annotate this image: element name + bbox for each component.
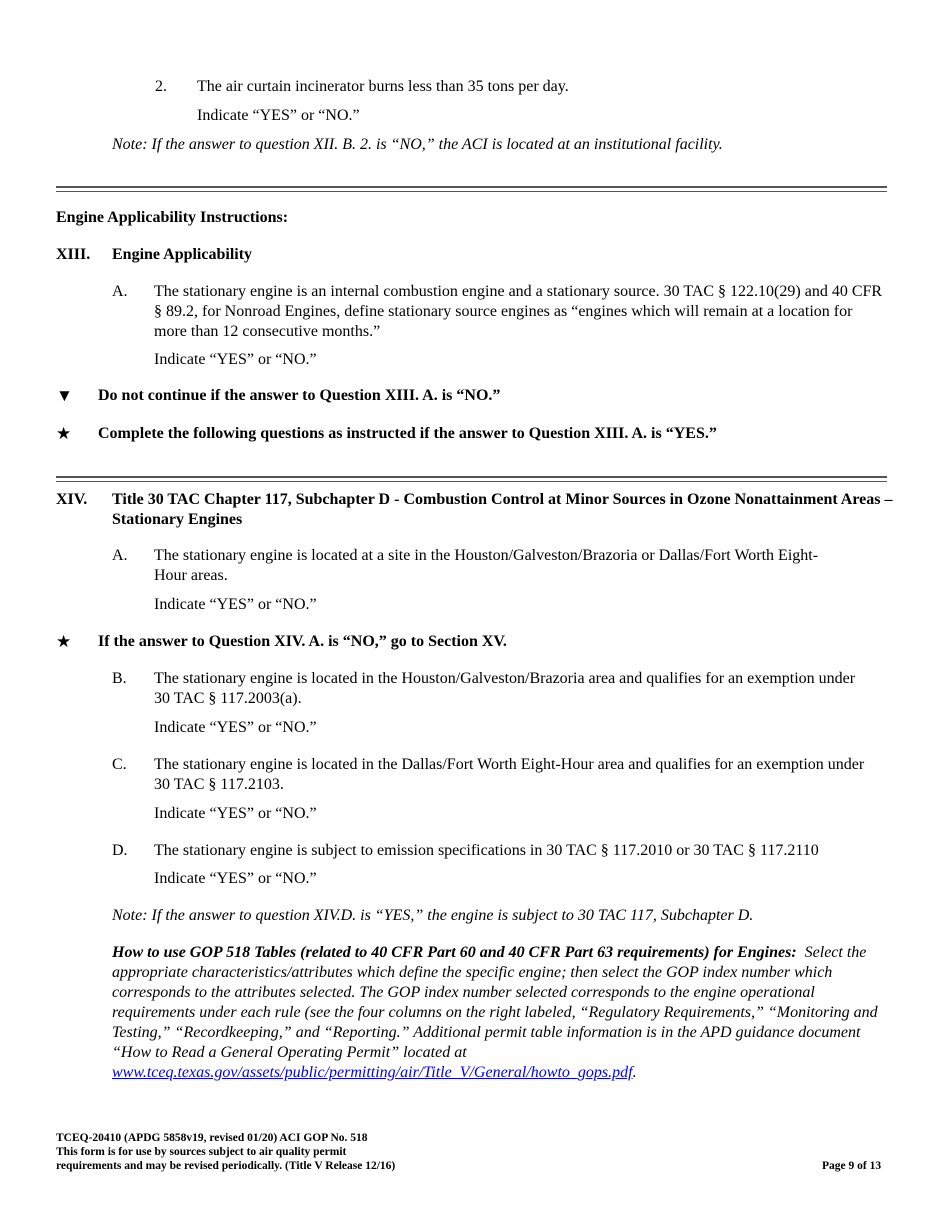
- skip-instruction: If the answer to Question XIV. A. is “NO,” go to Section XV.: [98, 633, 507, 650]
- question-letter: C.: [112, 756, 127, 773]
- gop-text: Select the appropriate characteristics/attributes which define the specific engine; then select the GOP index number which corresponds to the attributes selected. The GOP index number selected corresponds to the engine operational requirements under each rule (see the four columns on the right labeled, “Regulatory Requirements,” “Monitoring and Testing,” “Recordkeeping,” and “Reporting.” Additional permit table information is in the APD guidance document “How to Read a General Operating Permit” located at: [112, 944, 878, 1061]
- howto-gops-link[interactable]: www.tceq.texas.gov/assets/public/permitting/air/Title_V/General/howto_gops.pdf: [112, 1064, 633, 1081]
- question-letter: A.: [112, 283, 128, 300]
- note-xiv: Note: If the answer to question XIV.D. is “YES,” the engine is subject to 30 TAC 117, Subchapter D.: [112, 907, 754, 924]
- continue-instruction: Complete the following questions as instructed if the answer to Question XIII. A. is “YES.”: [98, 425, 717, 442]
- section-divider: [56, 476, 887, 482]
- section-number: XIV.: [56, 491, 88, 508]
- section-title: Title 30 TAC Chapter 117, Subchapter D - Combustion Control at Minor Sources in Ozone Nonattainment Areas – Stationary Engines: [112, 491, 893, 528]
- indicate-instruction: Indicate “YES” or “NO.”: [154, 596, 317, 613]
- section-number: XIII.: [56, 246, 91, 263]
- indicate-instruction: Indicate “YES” or “NO.”: [154, 805, 317, 822]
- section-title: Engine Applicability: [112, 246, 253, 263]
- footer-form-id: TCEQ-20410 (APDG 5858v19, revised 01/20) ACI GOP No. 518: [56, 1132, 368, 1144]
- stop-triangle-icon: ▼: [56, 386, 73, 405]
- footer-usage-note: This form is for use by sources subject to air quality permit: [56, 1146, 347, 1158]
- section-divider: [56, 186, 887, 192]
- gop-end: .: [632, 1064, 637, 1081]
- question-text: The stationary engine is located in the Houston/Galveston/Brazoria area and qualifies for an exemption under 30 TAC § 117.2003(a).: [154, 670, 856, 707]
- star-icon: ★: [56, 424, 72, 443]
- indicate-instruction: Indicate “YES” or “NO.”: [154, 351, 317, 368]
- question-letter: B.: [112, 670, 127, 687]
- indicate-instruction: Indicate “YES” or “NO.”: [154, 870, 317, 887]
- page-number: Page 9 of 13: [822, 1160, 882, 1172]
- question-text: The stationary engine is subject to emission specifications in 30 TAC § 117.2010 or 30 TAC § 117.2110: [154, 842, 819, 859]
- item-number: 2.: [155, 78, 167, 95]
- note-xii: Note: If the answer to question XII. B. 2. is “NO,” the ACI is located at an institutional facility.: [112, 136, 723, 153]
- question-text: The stationary engine is an internal combustion engine and a stationary source. 30 TAC § 122.10(29) and 40 CFR § 89.2, for Nonroad Engines, define stationary source engines as “engines which will remain at a location for more than 12 consecutive months.”: [154, 283, 883, 340]
- indicate-instruction: Indicate “YES” or “NO.”: [197, 107, 360, 124]
- gop-heading: How to use GOP 518 Tables (related to 40 CFR Part 60 and 40 CFR Part 63 requirements) for Engines:: [112, 944, 797, 961]
- engine-instructions-heading: Engine Applicability Instructions:: [56, 209, 289, 226]
- question-text: The stationary engine is located at a site in the Houston/Galveston/Brazoria or Dallas/Fort Worth Eight-Hour areas.: [154, 547, 819, 584]
- item-text: The air curtain incinerator burns less than 35 tons per day.: [197, 78, 569, 95]
- question-text: The stationary engine is located in the Dallas/Fort Worth Eight-Hour area and qualifies for an exemption under 30 TAC § 117.2103.: [154, 756, 865, 793]
- gop-instructions-paragraph: [112, 943, 902, 1083]
- footer-revision-note: requirements and may be revised periodically. (Title V Release 12/16): [56, 1160, 396, 1172]
- stop-instruction: Do not continue if the answer to Question XIII. A. is “NO.”: [98, 387, 501, 404]
- question-letter: D.: [112, 842, 128, 859]
- question-letter: A.: [112, 547, 128, 564]
- star-icon: ★: [56, 632, 72, 651]
- indicate-instruction: Indicate “YES” or “NO.”: [154, 719, 317, 736]
